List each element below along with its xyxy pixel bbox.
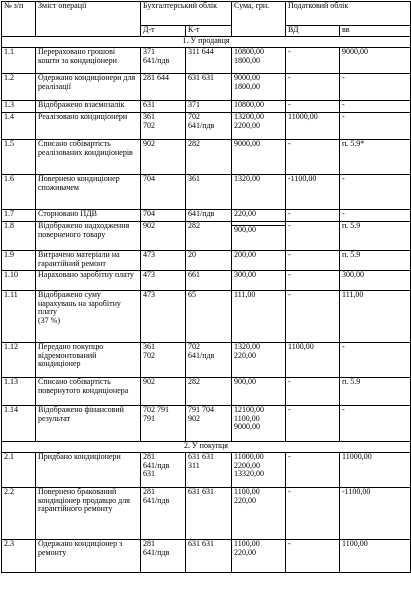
header-number: № з/п <box>2 2 36 37</box>
tax-vv-value <box>340 453 411 488</box>
debit-account-text: 281 641/пдв <box>143 487 170 505</box>
tax-vv-value <box>340 74 411 101</box>
sum-value-text: 1100,00 220,00 <box>234 487 260 505</box>
tax-vd-value <box>286 113 340 140</box>
operation-text <box>36 291 141 343</box>
credit-account <box>186 488 232 540</box>
table-row <box>2 271 411 291</box>
tax-vv-value-text: п. 5.9 <box>342 250 361 259</box>
operation-text <box>36 540 141 573</box>
row-number-text: 1.4 <box>4 112 14 121</box>
debit-account-text: 902 <box>143 221 155 230</box>
credit-account <box>186 540 232 573</box>
header-row <box>2 2 411 26</box>
tax-vd-value <box>286 378 340 406</box>
credit-account-text: 631 631 <box>188 539 214 548</box>
header-credit: К-т <box>186 26 232 37</box>
sum-value <box>232 271 286 291</box>
tax-vv-value <box>340 378 411 406</box>
tax-vd-value <box>286 48 340 74</box>
tax-vv-value-text: 11000,00 <box>342 452 372 461</box>
row-number-text: 1.12 <box>4 342 18 351</box>
tax-vv-value-text: 1100,00 <box>342 539 368 548</box>
operation-text <box>36 222 141 251</box>
row-number <box>2 291 36 343</box>
tax-vd-value-text: - <box>288 209 291 218</box>
tax-vd-value-text: - <box>288 290 291 299</box>
tax-vv-value-text: 9000,00 <box>342 47 368 56</box>
sum-value <box>232 488 286 540</box>
debit-account-text: 281 641/пдв <box>143 539 170 557</box>
operation-text-text: Повернено бракований кондиціонер продавцю для гарантійного ремонту <box>38 487 130 514</box>
header-sum: Сума, грн. <box>232 2 286 37</box>
tax-vd-value-text: - <box>288 73 291 82</box>
tax-vd-value-text: - <box>288 487 291 496</box>
credit-account <box>186 140 232 175</box>
row-number <box>2 140 36 175</box>
section-title-seller: 1. У продавця <box>2 37 411 48</box>
debit-account-text: 361 702 <box>143 112 155 130</box>
tax-vv-value <box>340 140 411 175</box>
credit-account-text: 641/пдв <box>188 209 215 218</box>
sum-value <box>232 343 286 378</box>
section-row <box>2 37 411 48</box>
debit-account-text: 902 <box>143 377 155 386</box>
debit-account <box>141 453 186 488</box>
tax-vd-value-text: -1100,00 <box>288 174 317 183</box>
row-number <box>2 74 36 101</box>
credit-account-text: 631 631 <box>188 73 214 82</box>
operation-text-text: Витрачено матеріали на гарантійний ремонт <box>38 250 120 268</box>
tax-vv-value-text: - <box>342 112 345 121</box>
tax-vv-value <box>340 101 411 113</box>
sum-value-text: 220,00 <box>234 209 256 218</box>
row-number-text: 1.10 <box>4 270 18 279</box>
operation-text <box>36 378 141 406</box>
tax-vv-value <box>340 113 411 140</box>
sum-value <box>232 222 286 251</box>
row-number <box>2 101 36 113</box>
credit-account <box>186 113 232 140</box>
table-row <box>2 406 411 442</box>
sum-value <box>232 291 286 343</box>
tax-vd-value <box>286 140 340 175</box>
sum-value <box>232 540 286 573</box>
credit-account-text: 791 704 902 <box>188 405 214 423</box>
sum-value-text: 200,00 <box>234 250 256 259</box>
credit-account-text: 20 <box>188 250 196 259</box>
debit-account <box>141 378 186 406</box>
table-row <box>2 291 411 343</box>
table-row <box>2 175 411 210</box>
credit-account-text: 65 <box>188 290 196 299</box>
debit-account <box>141 210 186 222</box>
credit-account-text: 282 <box>188 221 200 230</box>
table-row <box>2 210 411 222</box>
operation-text <box>36 251 141 271</box>
debit-account <box>141 291 186 343</box>
operation-text-text: Відображено взаємозалік <box>38 100 125 109</box>
operation-text-text: Відображено суму нарахувань на заробітну плату (37 %) <box>38 290 121 325</box>
operation-text <box>36 175 141 210</box>
tax-vd-value <box>286 222 340 251</box>
credit-account <box>186 74 232 101</box>
tax-vd-value <box>286 271 340 291</box>
tax-vv-value <box>340 48 411 74</box>
tax-vv-value-text: п. 5.9* <box>342 139 365 148</box>
tax-vd-value-text: - <box>288 221 291 230</box>
row-number-text: 1.1 <box>4 47 14 56</box>
debit-account <box>141 540 186 573</box>
row-number-text: 1.14 <box>4 405 18 414</box>
tax-vd-value <box>286 406 340 442</box>
tax-vd-value-text: - <box>288 270 291 279</box>
operation-text-text: Відображено фінансовий результат <box>38 405 124 423</box>
debit-account-text: 371 641/пдв <box>143 47 170 65</box>
credit-account <box>186 378 232 406</box>
sum-value-text: 900,00 <box>234 377 256 386</box>
tax-vv-value <box>340 343 411 378</box>
credit-account <box>186 251 232 271</box>
tax-vv-value <box>340 540 411 573</box>
tax-vv-value <box>340 175 411 210</box>
debit-account <box>141 113 186 140</box>
tax-vd-value-text: - <box>288 100 291 109</box>
debit-account <box>141 343 186 378</box>
row-number-text: 1.2 <box>4 73 14 82</box>
credit-account-text: 282 <box>188 377 200 386</box>
operation-text <box>36 210 141 222</box>
tax-vv-value <box>340 406 411 442</box>
credit-account <box>186 101 232 113</box>
operation-text <box>36 343 141 378</box>
row-number-text: 1.6 <box>4 174 14 183</box>
row-number-text: 1.8 <box>4 221 14 230</box>
row-number <box>2 222 36 251</box>
credit-account <box>186 271 232 291</box>
table-row <box>2 113 411 140</box>
tax-vd-value-text: - <box>288 47 291 56</box>
debit-account <box>141 222 186 251</box>
row-number-text: 1.3 <box>4 100 14 109</box>
tax-vd-value <box>286 540 340 573</box>
tax-vv-value-text: 300,00 <box>342 270 364 279</box>
tax-vv-value-text: - <box>342 100 345 109</box>
row-number <box>2 453 36 488</box>
tax-vv-value-text: - <box>342 73 345 82</box>
tax-vd-value-text: - <box>288 539 291 548</box>
operation-text-text: Нараховано заробітну плату <box>38 270 134 279</box>
sum-value <box>232 453 286 488</box>
credit-account <box>186 222 232 251</box>
debit-account-text: 473 <box>143 270 155 279</box>
sum-value-text: 1100,00 220,00 <box>234 539 260 557</box>
tax-vd-value <box>286 453 340 488</box>
tax-vv-value-text: - <box>342 209 345 218</box>
tax-vv-value-text: 111,00 <box>342 290 364 299</box>
operation-text <box>36 453 141 488</box>
operation-text <box>36 48 141 74</box>
sum-value <box>232 210 286 222</box>
credit-account-text: 631 631 <box>188 487 214 496</box>
operation-text <box>36 406 141 442</box>
row-number <box>2 540 36 573</box>
debit-account <box>141 175 186 210</box>
row-number <box>2 488 36 540</box>
debit-account <box>141 251 186 271</box>
row-number <box>2 175 36 210</box>
header-vd: ВД <box>286 26 340 37</box>
row-number <box>2 343 36 378</box>
tax-vd-value <box>286 101 340 113</box>
tax-vv-value <box>340 210 411 222</box>
tax-vv-value-text: п. 5.9 <box>342 377 361 386</box>
credit-account <box>186 406 232 442</box>
sum-value-text: 13200,00 2200,00 <box>234 112 264 130</box>
row-number-text: 1.13 <box>4 377 18 386</box>
credit-account-text: 661 <box>188 270 200 279</box>
operation-text <box>36 140 141 175</box>
tax-vd-value <box>286 251 340 271</box>
credit-account <box>186 175 232 210</box>
tax-vd-value <box>286 74 340 101</box>
sum-value <box>232 101 286 113</box>
debit-account-text: 704 <box>143 174 155 183</box>
debit-account-text: 281 644 <box>143 73 169 82</box>
sum-value <box>232 406 286 442</box>
credit-account-text: 282 <box>188 139 200 148</box>
sum-value <box>232 140 286 175</box>
table-row <box>2 74 411 101</box>
sum-value-text: 10800,00 <box>234 100 264 109</box>
tax-vv-value <box>340 271 411 291</box>
sum-value-text: 12100,00 1100,00 9000,00 <box>234 405 264 432</box>
table-row <box>2 140 411 175</box>
row-number-text: 2.2 <box>4 487 14 496</box>
accounting-table <box>1 1 411 573</box>
tax-vd-value <box>286 488 340 540</box>
debit-account-text: 704 <box>143 209 155 218</box>
operation-text-text: Сторновано ПДВ <box>38 209 97 218</box>
tax-vv-value-text: - <box>342 342 345 351</box>
debit-account-text: 361 702 <box>143 342 155 360</box>
credit-account-text: 702 641/пдв <box>188 112 215 130</box>
tax-vd-value-text: - <box>288 377 291 386</box>
tax-vd-value <box>286 291 340 343</box>
credit-account <box>186 453 232 488</box>
table-row <box>2 378 411 406</box>
row-number <box>2 210 36 222</box>
tax-vd-value-text: - <box>288 452 291 461</box>
credit-account <box>186 291 232 343</box>
operation-text-text: Передано покупцю відремонтований кондиціонер <box>38 342 104 369</box>
debit-account <box>141 48 186 74</box>
tax-vv-value-text: - <box>342 405 345 414</box>
row-number <box>2 406 36 442</box>
debit-account-text: 281 641/пдв 631 <box>143 452 170 479</box>
operation-text-text: Відображено надходження поверненого товару <box>38 221 130 239</box>
operation-text <box>36 271 141 291</box>
credit-account-text: 361 <box>188 174 200 183</box>
tax-vd-value <box>286 210 340 222</box>
header-tax: Податковий облік <box>286 2 411 26</box>
row-number <box>2 251 36 271</box>
row-number-text: 1.9 <box>4 250 14 259</box>
header-debit: Д-т <box>141 26 186 37</box>
sum-value <box>232 74 286 101</box>
tax-vv-value <box>340 488 411 540</box>
credit-account-text: 631 631 311 <box>188 452 214 470</box>
tax-vd-value <box>286 343 340 378</box>
sum-value-text: 11000,00 2200,00 13320,00 <box>234 452 264 479</box>
header-operation: Зміст операції <box>36 2 141 37</box>
tax-vd-value-text: 1100,00 <box>288 342 314 351</box>
credit-account-text: 371 <box>188 100 200 109</box>
section-row <box>2 442 411 453</box>
sum-value <box>232 175 286 210</box>
table-row <box>2 453 411 488</box>
sum-value-secondary: 900,00 <box>232 225 285 235</box>
credit-account-text: 702 641/пдв <box>188 342 215 360</box>
sum-value <box>232 251 286 271</box>
debit-account-text: 902 <box>143 139 155 148</box>
sum-value-text: 10800,00 1800,00 <box>234 47 264 65</box>
tax-vv-value-text: п. 5.9 <box>342 221 361 230</box>
debit-account-text: 631 <box>143 100 155 109</box>
debit-account <box>141 140 186 175</box>
debit-account <box>141 101 186 113</box>
debit-account-text: 473 <box>143 290 155 299</box>
debit-account <box>141 488 186 540</box>
operation-text-text: Повернено кондиціонер споживачем <box>38 174 120 192</box>
debit-account-text: 473 <box>143 250 155 259</box>
table-row <box>2 488 411 540</box>
operation-text <box>36 113 141 140</box>
tax-vv-value <box>340 291 411 343</box>
operation-text-text: Одержано кондиціонери для реалізації <box>38 73 136 91</box>
tax-vd-value <box>286 175 340 210</box>
sum-value-text: 300,00 <box>234 270 256 279</box>
table-row <box>2 343 411 378</box>
credit-account <box>186 210 232 222</box>
debit-account-text: 702 791 791 <box>143 405 169 423</box>
table-row <box>2 48 411 74</box>
sum-value-text: 1320,00 220,00 <box>234 342 260 360</box>
row-number-text: 1.11 <box>4 290 18 299</box>
debit-account <box>141 74 186 101</box>
tax-vd-value-text: 11000,00 <box>288 112 318 121</box>
sum-value-text: 111,00 <box>234 290 256 299</box>
sum-value <box>232 113 286 140</box>
section-title-buyer: 2. У покупця <box>2 442 411 453</box>
operation-text-text: Списано собівартість повернутого кондиціонера <box>38 377 129 395</box>
row-number-text: 2.3 <box>4 539 14 548</box>
table-row <box>2 222 411 251</box>
table-row <box>2 101 411 113</box>
debit-account <box>141 406 186 442</box>
tax-vd-value-text: - <box>288 139 291 148</box>
header-accounting: Бухгалтерський облік <box>141 2 232 26</box>
row-number <box>2 48 36 74</box>
tax-vv-value <box>340 251 411 271</box>
sum-value <box>232 48 286 74</box>
sum-value-text: 1320,00 <box>234 174 260 183</box>
operation-text-text: Перераховано грошові кошти за кондиціонери <box>38 47 117 65</box>
credit-account-text: 311 644 <box>188 47 214 56</box>
row-number-text: 1.7 <box>4 209 14 218</box>
tax-vv-value-text: -1100,00 <box>342 487 371 496</box>
row-number <box>2 113 36 140</box>
sum-value <box>232 378 286 406</box>
table-row <box>2 540 411 573</box>
operation-text-text: Придбано кондиціонери <box>38 452 121 461</box>
tax-vv-value-text: - <box>342 174 345 183</box>
header-vv: вв <box>340 26 411 37</box>
operation-text <box>36 488 141 540</box>
row-number-text: 2.1 <box>4 452 14 461</box>
operation-text <box>36 74 141 101</box>
credit-account <box>186 343 232 378</box>
row-number <box>2 378 36 406</box>
sum-value-text: 9000,00 1800,00 <box>234 73 260 91</box>
debit-account <box>141 271 186 291</box>
sum-value-text: 9000,00 <box>234 139 260 148</box>
operation-text-text: Списано собівартість реалізованих кондиціонерів <box>38 139 133 157</box>
credit-account <box>186 48 232 74</box>
operation-text-text: Реалізовано кондиціонери <box>38 112 128 121</box>
tax-vd-value-text: - <box>288 405 291 414</box>
operation-text <box>36 101 141 113</box>
operation-text-text: Одержано кондиціонер з ремонту <box>38 539 123 557</box>
table-row <box>2 251 411 271</box>
tax-vv-value <box>340 222 411 251</box>
tax-vd-value-text: - <box>288 250 291 259</box>
row-number-text: 1.5 <box>4 139 14 148</box>
row-number <box>2 271 36 291</box>
